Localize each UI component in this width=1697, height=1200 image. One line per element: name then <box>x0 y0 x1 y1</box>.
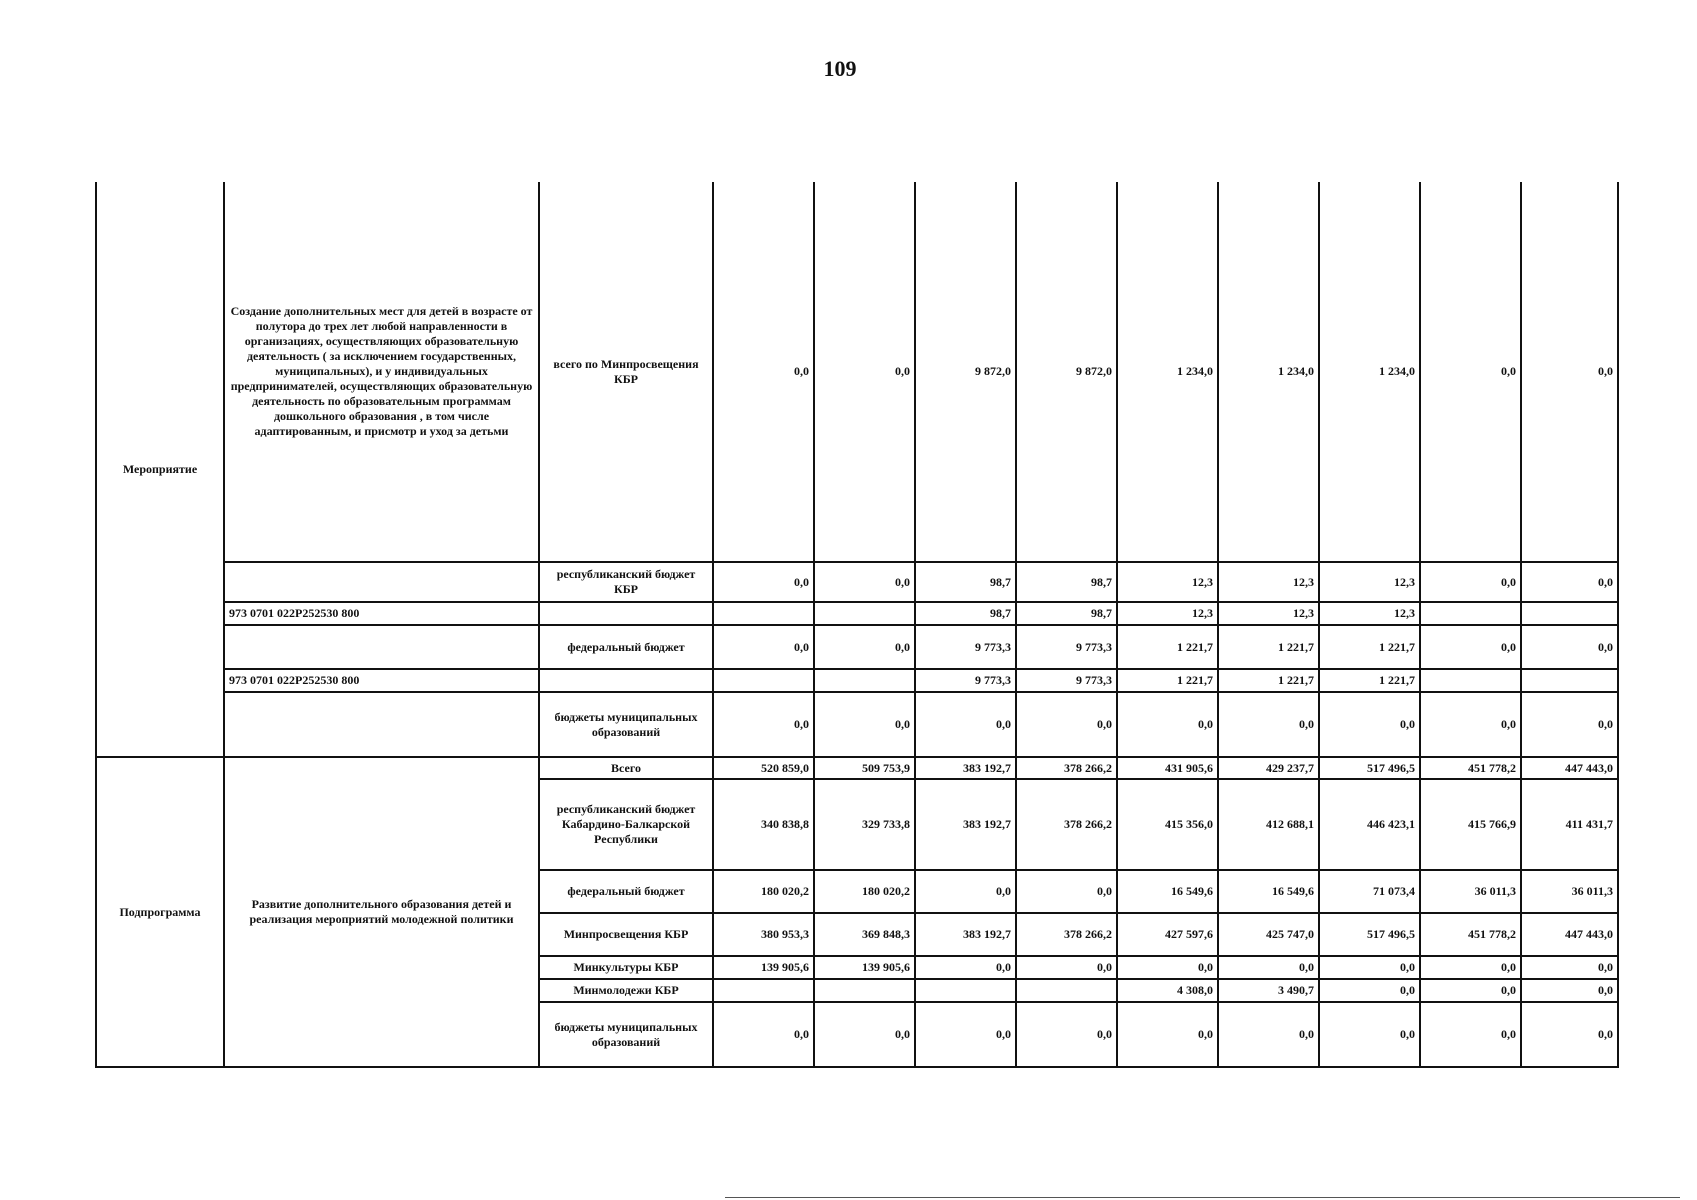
table-cell: 1 221,7 <box>1218 625 1319 669</box>
table-cell: 520 859,0 <box>713 757 814 779</box>
table-cell: 509 753,9 <box>814 757 915 779</box>
table-cell: 0,0 <box>1420 979 1521 1002</box>
table-cell: 0,0 <box>1218 692 1319 757</box>
table-cell <box>713 669 814 692</box>
funding-source: республиканский бюджет Кабардино-Балкарской Республики <box>539 779 713 870</box>
table-cell: 0,0 <box>1319 979 1420 1002</box>
table-cell: 431 905,6 <box>1117 757 1218 779</box>
table-cell: 0,0 <box>1521 625 1618 669</box>
table-cell: 1 234,0 <box>1117 182 1218 562</box>
table-row <box>96 669 1618 692</box>
table-cell <box>1016 979 1117 1002</box>
table-cell: 0,0 <box>713 692 814 757</box>
table-cell: 369 848,3 <box>814 913 915 956</box>
table-row <box>96 562 1618 602</box>
table-cell: 425 747,0 <box>1218 913 1319 956</box>
table-cell: 378 266,2 <box>1016 913 1117 956</box>
table-cell: 451 778,2 <box>1420 757 1521 779</box>
funding-source: бюджеты муниципальных образований <box>539 692 713 757</box>
subprogram-category: Подпрограмма <box>96 757 224 1067</box>
table-cell <box>1420 669 1521 692</box>
table-cell: 16 549,6 <box>1117 870 1218 913</box>
table-cell: 1 221,7 <box>1319 669 1420 692</box>
table-cell: 0,0 <box>915 1002 1016 1067</box>
table-cell: 0,0 <box>1117 956 1218 979</box>
table-cell: 0,0 <box>814 1002 915 1067</box>
table-cell: 0,0 <box>1521 956 1618 979</box>
budget-table <box>95 182 1619 1068</box>
table-cell <box>1420 602 1521 625</box>
table-cell: 4 308,0 <box>1117 979 1218 1002</box>
table-cell: 1 234,0 <box>1319 182 1420 562</box>
table-cell: 98,7 <box>915 602 1016 625</box>
table-cell: 1 221,7 <box>1117 625 1218 669</box>
funding-source <box>539 669 713 692</box>
table-cell: 98,7 <box>1016 562 1117 602</box>
table-row <box>96 602 1618 625</box>
funding-source: республиканский бюджет КБР <box>539 562 713 602</box>
table-cell: 0,0 <box>814 692 915 757</box>
table-row <box>96 692 1618 757</box>
table-cell: 517 496,5 <box>1319 757 1420 779</box>
table-cell: 0,0 <box>915 956 1016 979</box>
table-cell: 0,0 <box>1521 979 1618 1002</box>
table-cell: 0,0 <box>1420 625 1521 669</box>
table-cell: 0,0 <box>1016 870 1117 913</box>
table-cell: 0,0 <box>1420 692 1521 757</box>
table-cell: 0,0 <box>1521 1002 1618 1067</box>
table-cell: 12,3 <box>1319 562 1420 602</box>
table-cell: 451 778,2 <box>1420 913 1521 956</box>
table-cell: 139 905,6 <box>713 956 814 979</box>
table-cell <box>1521 669 1618 692</box>
table-cell: 0,0 <box>915 692 1016 757</box>
table-cell: 0,0 <box>1319 1002 1420 1067</box>
table-cell: 180 020,2 <box>713 870 814 913</box>
table-cell: 0,0 <box>1016 1002 1117 1067</box>
table-cell: 0,0 <box>713 562 814 602</box>
budget-code: 973 0701 022P252530 800 <box>224 669 539 692</box>
table-cell: 0,0 <box>1016 692 1117 757</box>
table-cell: 383 192,7 <box>915 779 1016 870</box>
table-cell: 447 443,0 <box>1521 757 1618 779</box>
table-cell: 0,0 <box>1218 956 1319 979</box>
table-cell: 9 773,3 <box>915 625 1016 669</box>
table-cell: 380 953,3 <box>713 913 814 956</box>
table-row <box>96 182 1618 562</box>
table-cell: 0,0 <box>1319 956 1420 979</box>
table-cell: 517 496,5 <box>1319 913 1420 956</box>
funding-source: Всего <box>539 757 713 779</box>
table-cell: 0,0 <box>1521 562 1618 602</box>
table-cell: 71 073,4 <box>1319 870 1420 913</box>
table-cell: 427 597,6 <box>1117 913 1218 956</box>
table-cell: 0,0 <box>1521 182 1618 562</box>
funding-source: бюджеты муниципальных образований <box>539 1002 713 1067</box>
table-cell <box>915 979 1016 1002</box>
table-cell: 0,0 <box>1016 956 1117 979</box>
table-cell: 0,0 <box>1218 1002 1319 1067</box>
funding-source: федеральный бюджет <box>539 870 713 913</box>
funding-source: Минмолодежи КБР <box>539 979 713 1002</box>
funding-source: всего по Минпросвещения КБР <box>539 182 713 562</box>
table-cell: 429 237,7 <box>1218 757 1319 779</box>
table-row <box>96 757 1618 779</box>
funding-source: Минпросвещения КБР <box>539 913 713 956</box>
table-cell: 446 423,1 <box>1319 779 1420 870</box>
table-cell: 0,0 <box>915 870 1016 913</box>
table-cell: 98,7 <box>915 562 1016 602</box>
table-cell: 0,0 <box>814 182 915 562</box>
table-cell: 412 688,1 <box>1218 779 1319 870</box>
table-cell: 383 192,7 <box>915 757 1016 779</box>
table-cell: 98,7 <box>1016 602 1117 625</box>
table-cell: 12,3 <box>1218 562 1319 602</box>
table-cell: 9 773,3 <box>915 669 1016 692</box>
table-cell <box>814 602 915 625</box>
table-cell: 415 356,0 <box>1117 779 1218 870</box>
table-cell: 329 733,8 <box>814 779 915 870</box>
table-cell <box>814 979 915 1002</box>
table-cell: 139 905,6 <box>814 956 915 979</box>
budget-code <box>224 562 539 602</box>
table-cell: 0,0 <box>814 562 915 602</box>
table-cell: 9 872,0 <box>915 182 1016 562</box>
page-number: 109 <box>823 56 857 81</box>
table-cell: 12,3 <box>1117 562 1218 602</box>
table-cell: 1 234,0 <box>1218 182 1319 562</box>
budget-code <box>224 692 539 757</box>
table-cell: 180 020,2 <box>814 870 915 913</box>
table-cell: 0,0 <box>1117 1002 1218 1067</box>
table-cell: 0,0 <box>1420 1002 1521 1067</box>
table-cell: 9 773,3 <box>1016 669 1117 692</box>
table-cell: 0,0 <box>1420 182 1521 562</box>
table-cell: 447 443,0 <box>1521 913 1618 956</box>
table-cell: 1 221,7 <box>1218 669 1319 692</box>
table-cell: 12,3 <box>1319 602 1420 625</box>
funding-source: федеральный бюджет <box>539 625 713 669</box>
table-cell <box>713 602 814 625</box>
subprogram-description: Развитие дополнительного образования детей и реализация мероприятий молодежной политики <box>224 757 539 1067</box>
table-cell: 9 773,3 <box>1016 625 1117 669</box>
table-cell: 0,0 <box>1117 692 1218 757</box>
measure-category: Мероприятие <box>96 182 224 757</box>
table-cell: 0,0 <box>713 625 814 669</box>
budget-code: 973 0701 022P252530 800 <box>224 602 539 625</box>
funding-source: Минкультуры КБР <box>539 956 713 979</box>
table-cell: 378 266,2 <box>1016 757 1117 779</box>
table-cell: 0,0 <box>1420 956 1521 979</box>
table-cell: 0,0 <box>814 625 915 669</box>
table-row <box>96 625 1618 669</box>
table-cell: 0,0 <box>1319 692 1420 757</box>
funding-source <box>539 602 713 625</box>
table-cell: 0,0 <box>1521 692 1618 757</box>
table-cell: 0,0 <box>713 1002 814 1067</box>
bottom-divider <box>725 1197 1680 1198</box>
budget-code <box>224 625 539 669</box>
table-cell: 36 011,3 <box>1521 870 1618 913</box>
table-cell: 0,0 <box>1420 562 1521 602</box>
table-cell: 9 872,0 <box>1016 182 1117 562</box>
table-cell <box>1521 602 1618 625</box>
table-cell: 0,0 <box>713 182 814 562</box>
table-cell: 411 431,7 <box>1521 779 1618 870</box>
table-cell: 378 266,2 <box>1016 779 1117 870</box>
table-cell: 340 838,8 <box>713 779 814 870</box>
table-cell: 415 766,9 <box>1420 779 1521 870</box>
table-cell: 36 011,3 <box>1420 870 1521 913</box>
table-cell <box>713 979 814 1002</box>
table-cell <box>814 669 915 692</box>
table-cell: 12,3 <box>1117 602 1218 625</box>
table-cell: 1 221,7 <box>1319 625 1420 669</box>
table-cell: 12,3 <box>1218 602 1319 625</box>
table-cell: 383 192,7 <box>915 913 1016 956</box>
table-cell: 3 490,7 <box>1218 979 1319 1002</box>
measure-description: Создание дополнительных мест для детей в возрасте от полутора до трех лет любой направленности в организациях, осуществляющих образовательную деятельность ( за исключением государственных, муниципальных), и у индивидуальных предпринимателей, осуществляющих образовательную деятельность по образовательным программам дошкольного образования , в том числе адаптированным, и присмотр и уход за детьми <box>224 182 539 562</box>
table-cell: 1 221,7 <box>1117 669 1218 692</box>
table-cell: 16 549,6 <box>1218 870 1319 913</box>
